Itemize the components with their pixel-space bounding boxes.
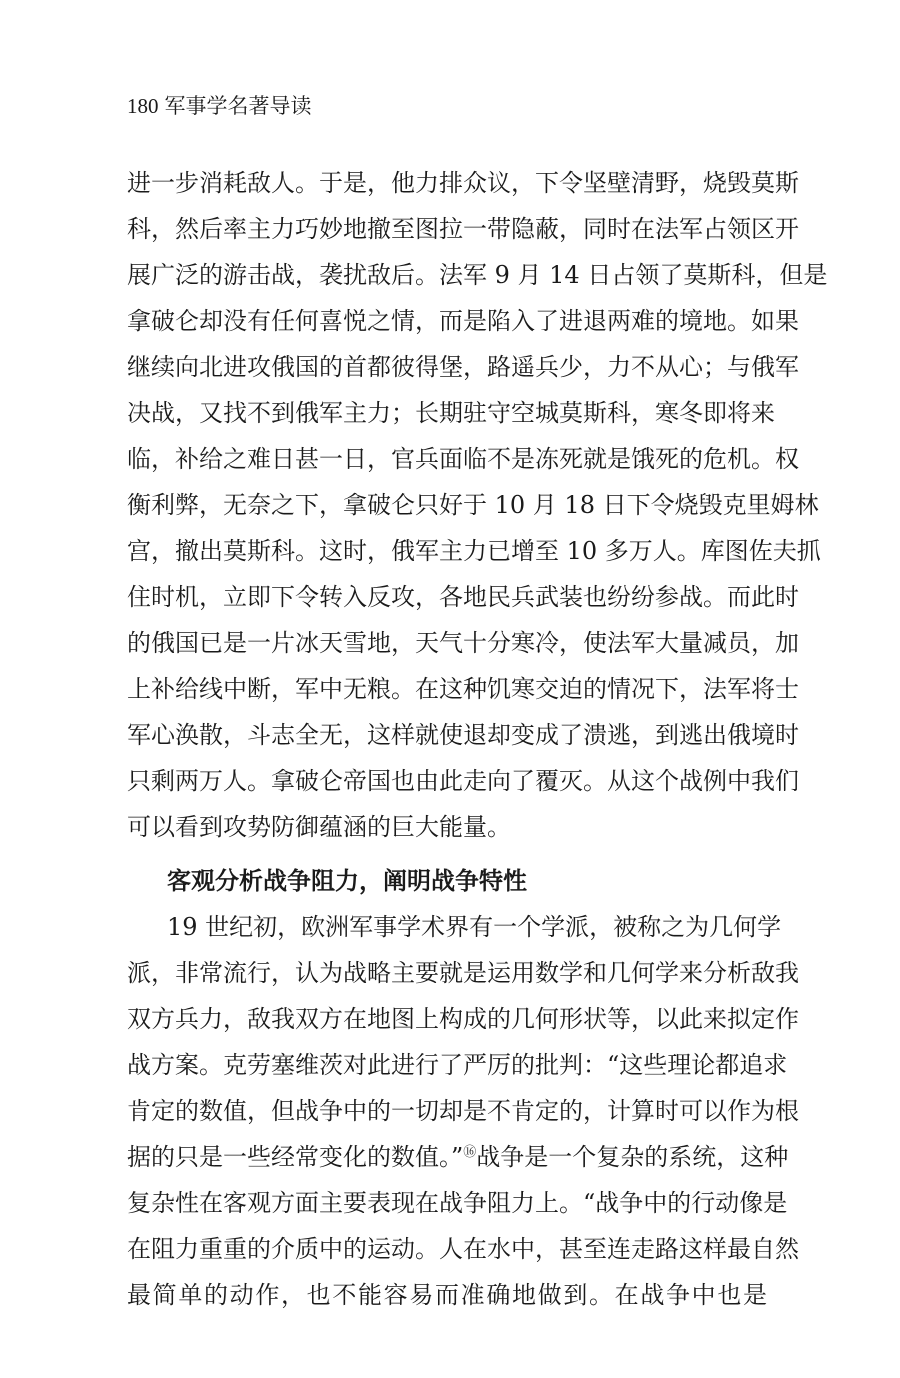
text-line: 19 世纪初，欧洲军事学术界有一个学派，被称之为几何学 [167, 913, 782, 941]
text-line: 双方兵力，敌我双方在地图上构成的几何形状等，以此来拟定作 [127, 1005, 799, 1033]
text-segment: 据的只是一些经常变化的数值。” [127, 1143, 464, 1171]
section-heading: 客观分析战争阻力，阐明战争特性 [167, 866, 527, 895]
text-line: 复杂性在客观方面主要表现在战争阻力上。“战争中的行动像是 [127, 1189, 788, 1217]
text-line: 肯定的数值，但战争中的一切却是不肯定的，计算时可以作为根 [127, 1097, 799, 1125]
text-line: 决战，又找不到俄军主力；长期驻守空城莫斯科，寒冬即将来 [127, 399, 775, 427]
book-title: 军事学名著导读 [164, 94, 312, 118]
text-line: 可以看到攻势防御蕴涵的巨大能量。 [127, 813, 511, 841]
body-text [127, 160, 828, 1318]
text-line: 最简单的动作，也不能容易而准确地做到。在战争中也是 [127, 1281, 767, 1309]
text-line: 科，然后率主力巧妙地撤至图拉一带隐蔽，同时在法军占领区开 [127, 215, 799, 243]
footnote-reference: ⑯ [463, 1145, 477, 1160]
page-number: 180 [127, 94, 159, 118]
text-line: 战方案。克劳塞维茨对此进行了严厉的批判：“这些理论都追求 [127, 1051, 788, 1079]
running-head [127, 92, 312, 120]
text-line: 临，补给之难日甚一日，官兵面临不是冻死就是饿死的危机。权 [127, 445, 799, 473]
text-line: 上补给线中断，军中无粮。在这种饥寒交迫的情况下，法军将士 [127, 675, 799, 703]
paragraph-attack-defense [127, 160, 828, 850]
text-line: 展广泛的游击战，袭扰敌后。法军 9 月 14 日占领了莫斯科，但是 [127, 261, 828, 289]
text-line: 继续向北进攻俄国的首都彼得堡，路遥兵少，力不从心；与俄军 [127, 353, 799, 381]
text-line: 住时机，立即下令转入反攻，各地民兵武装也纷纷参战。而此时 [127, 583, 799, 611]
text-line-with-footnote [127, 1134, 789, 1180]
text-line: 的俄国已是一片冰天雪地，天气十分寒冷，使法军大量减员，加 [127, 629, 799, 657]
text-line: 拿破仑却没有任何喜悦之情，而是陷入了进退两难的境地。如果 [127, 307, 799, 335]
text-line: 派，非常流行，认为战略主要就是运用数学和几何学来分析敌我 [127, 959, 799, 987]
text-line: 宫，撤出莫斯科。这时，俄军主力已增至 10 多万人。库图佐夫抓 [127, 537, 821, 565]
text-line: 衡利弊，无奈之下，拿破仑只好于 10 月 18 日下令烧毁克里姆林 [127, 491, 819, 519]
text-segment: 战争是一个复杂的系统，这种 [476, 1143, 789, 1171]
text-line: 在阻力重重的介质中的运动。人在水中，甚至连走路这样最自然 [127, 1235, 799, 1263]
text-line: 军心涣散，斗志全无，这样就使退却变成了溃逃，到逃出俄境时 [127, 721, 799, 749]
text-line: 只剩两万人。拿破仑帝国也由此走向了覆灭。从这个战例中我们 [127, 767, 799, 795]
paragraph-war-friction [127, 904, 799, 1318]
text-line: 进一步消耗敌人。于是，他力排众议，下令坚壁清野，烧毁莫斯 [127, 169, 799, 197]
